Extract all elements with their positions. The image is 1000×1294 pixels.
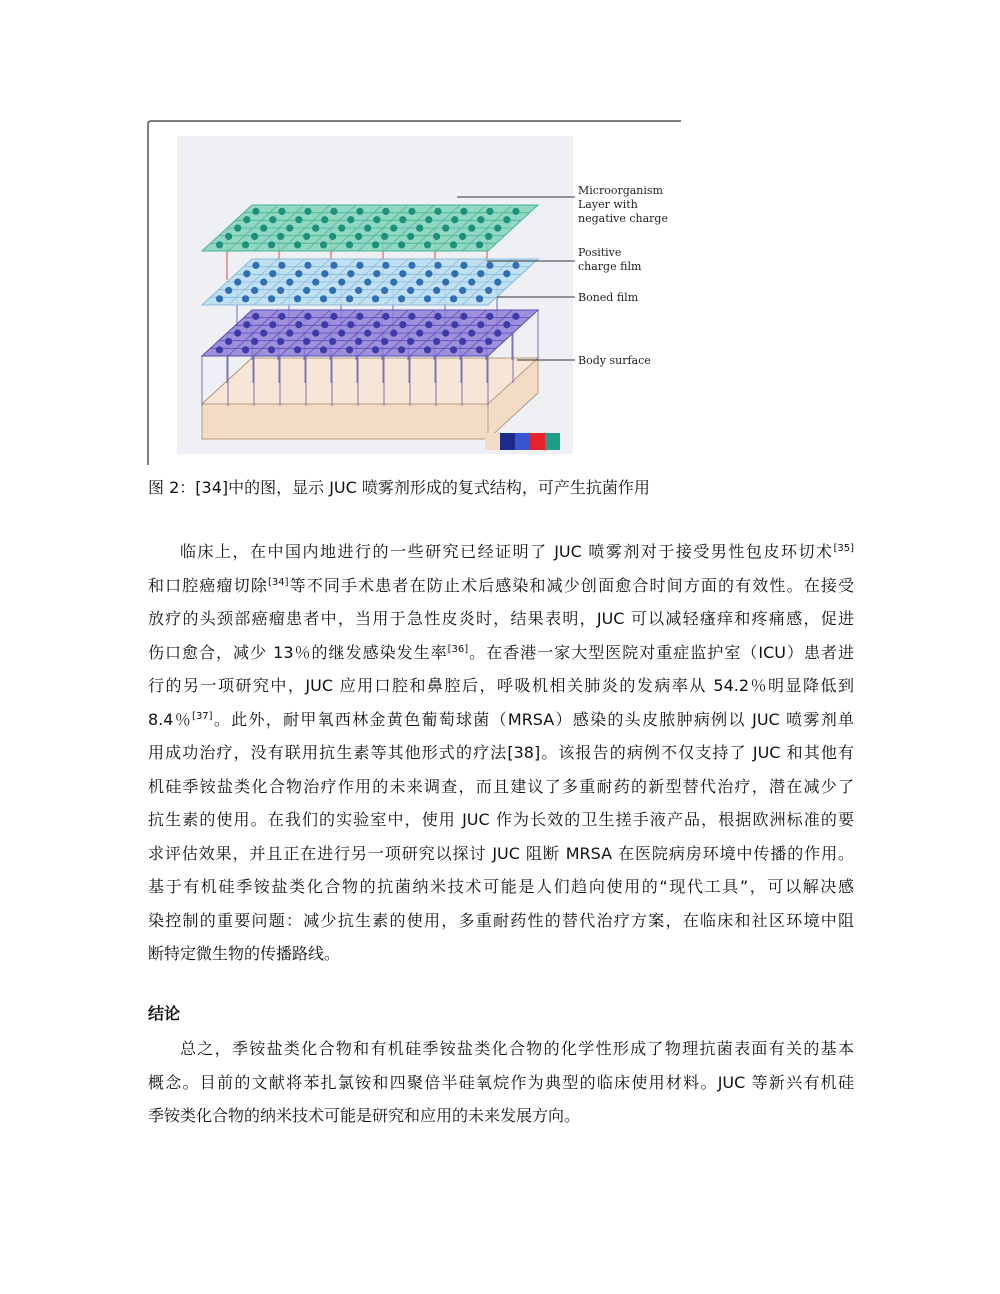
molecule-dot	[398, 241, 405, 248]
molecule-dot	[442, 224, 449, 231]
molecule-dot	[295, 270, 302, 277]
paragraph-line	[148, 736, 854, 770]
paragraph-line: 概念。目前的文献将苯扎氯铵和四聚倍半硅氧烷作为典型的临床使用材料。JUC 等新兴有机硅	[148, 1072, 854, 1092]
molecule-dot	[277, 287, 284, 294]
molecule-dot	[486, 262, 493, 269]
molecule-dot	[260, 224, 267, 231]
molecule-dot	[503, 270, 510, 277]
molecule-dot	[451, 270, 458, 277]
molecule-dot	[242, 346, 249, 353]
molecule-dot	[468, 329, 475, 336]
molecule-dot	[460, 262, 467, 269]
paragraph-clinical	[148, 535, 854, 971]
molecule-dot	[269, 270, 276, 277]
line-text: 和口腔癌瘤切除	[148, 575, 268, 595]
molecule-dot	[321, 216, 328, 223]
molecule-dot	[442, 278, 449, 285]
label-microorganism-layer: Microorganism	[578, 184, 663, 197]
molecule-dot	[216, 346, 223, 353]
molecule-dot	[477, 270, 484, 277]
molecule-dot	[407, 287, 414, 294]
molecule-dot	[425, 270, 432, 277]
figure-caption: 图 2：[34]中的图，显示 JUC 喷雾剂形成的复式结构，可产生抗菌作用	[148, 478, 650, 497]
molecule-dot	[373, 321, 380, 328]
molecule-dot	[329, 338, 336, 345]
molecule-dot	[251, 287, 258, 294]
molecule-dot	[303, 233, 310, 240]
molecule-dot	[416, 278, 423, 285]
line-text: 求评估效果，并且正在进行另一项研究以探讨 JUC 阻断 MRSA 在医院病房环境中传播的作用。	[148, 843, 854, 863]
line-text: 用成功治疗，没有联用抗生素等其他形式的疗法[38]。该报告的病例不仅支持了 JUC 和其他有	[148, 743, 854, 762]
line-text: 基于有机硅季铵盐类化合物的抗菌纳米技术可能是人们趋向使用的“现代工具”，可以解决感	[148, 877, 854, 896]
molecule-dot	[460, 208, 467, 215]
molecule-dot	[494, 224, 501, 231]
molecule-dot	[512, 208, 519, 215]
molecule-dot	[494, 278, 501, 285]
molecule-dot	[390, 224, 397, 231]
molecule-dot	[252, 313, 259, 320]
molecule-dot	[355, 287, 362, 294]
molecule-dot	[424, 241, 431, 248]
molecule-dot	[373, 216, 380, 223]
molecule-dot	[330, 313, 337, 320]
molecule-dot	[304, 262, 311, 269]
paragraph-line	[148, 904, 854, 938]
molecule-dot	[234, 329, 241, 336]
line-text: 。此外，耐甲氧西林金黄色葡萄球菌（MRSA）感染的头皮脓肿病例以 JUC 喷雾剂单	[212, 709, 854, 729]
molecule-dot	[242, 241, 249, 248]
molecule-dot	[390, 329, 397, 336]
molecule-dot	[381, 338, 388, 345]
molecule-dot	[338, 278, 345, 285]
molecule-dot	[252, 208, 259, 215]
molecule-dot	[234, 278, 241, 285]
citation-superscript: [37]	[192, 710, 213, 722]
label-microorganism-layer: Layer with	[578, 198, 638, 211]
molecule-dot	[294, 346, 301, 353]
molecule-dot	[399, 216, 406, 223]
paragraph-line	[148, 870, 854, 904]
molecule-dot	[390, 278, 397, 285]
molecule-dot	[399, 321, 406, 328]
molecule-dot	[320, 346, 327, 353]
molecule-dot	[286, 224, 293, 231]
molecule-dot	[243, 321, 250, 328]
molecule-dot	[320, 295, 327, 302]
paragraph-line	[148, 937, 854, 971]
molecule-dot	[442, 329, 449, 336]
molecule-dot	[476, 346, 483, 353]
label-body-surface: Body surface	[578, 354, 651, 367]
paragraph-line	[148, 569, 854, 603]
line-text: 行的另一项研究中，JUC 应用口腔和鼻腔后，呼吸机相关肺炎的发病率从 54.2％明显降低到	[148, 676, 854, 695]
molecule-dot	[372, 346, 379, 353]
molecule-dot	[277, 338, 284, 345]
molecule-dot	[382, 313, 389, 320]
paragraph-line	[148, 669, 854, 703]
molecule-dot	[425, 216, 432, 223]
molecule-dot	[477, 216, 484, 223]
molecule-dot	[407, 338, 414, 345]
molecule-dot	[459, 233, 466, 240]
molecule-dot	[476, 241, 483, 248]
molecule-dot	[304, 313, 311, 320]
molecule-dot	[512, 262, 519, 269]
molecule-dot	[433, 287, 440, 294]
molecule-dot	[398, 295, 405, 302]
molecule-dot	[450, 346, 457, 353]
molecule-dot	[243, 216, 250, 223]
molecule-dot	[330, 208, 337, 215]
line-text: 临床上，在中国内地进行的一些研究已经证明了 JUC 喷雾剂对于接受男性包皮环切术	[180, 542, 834, 561]
molecule-dot	[355, 233, 362, 240]
molecule-dot	[381, 233, 388, 240]
molecule-dot	[485, 233, 492, 240]
molecule-dot	[382, 262, 389, 269]
paragraph-line	[148, 803, 854, 837]
molecule-dot	[330, 262, 337, 269]
molecule-dot	[485, 338, 492, 345]
molecule-dot	[294, 295, 301, 302]
paragraph-conclusion	[148, 1032, 854, 1133]
molecule-dot	[321, 270, 328, 277]
molecule-dot	[451, 321, 458, 328]
molecule-dot	[356, 262, 363, 269]
line-text: 染控制的重要问题：减少抗生素的使用，多重耐药性的替代治疗方案，在临床和社区环境中阻	[148, 910, 854, 930]
molecule-dot	[260, 278, 267, 285]
molecule-dot	[408, 208, 415, 215]
molecule-dot	[424, 295, 431, 302]
molecule-dot	[303, 338, 310, 345]
molecule-dot	[503, 321, 510, 328]
molecule-dot	[347, 270, 354, 277]
molecule-dot	[373, 270, 380, 277]
molecule-dot	[303, 287, 310, 294]
color-swatch	[485, 433, 500, 450]
molecule-dot	[364, 224, 371, 231]
molecule-dot	[355, 338, 362, 345]
citation-superscript: [36]	[447, 643, 469, 655]
molecule-dot	[346, 295, 353, 302]
citation-superscript: [35]	[833, 543, 854, 554]
color-swatch	[545, 433, 560, 450]
molecule-dot	[434, 313, 441, 320]
molecule-dot	[468, 278, 475, 285]
molecule-dot	[459, 338, 466, 345]
label-microorganism-layer: negative charge	[578, 212, 668, 225]
molecule-dot	[433, 338, 440, 345]
line-text: 放疗的头颈部癌瘤患者中，当用于急性皮炎时，结果表明，JUC 可以减轻瘙痒和疼痛感，促进	[148, 609, 854, 628]
molecule-dot	[372, 241, 379, 248]
molecule-dot	[476, 295, 483, 302]
molecule-dot	[269, 216, 276, 223]
molecule-dot	[346, 346, 353, 353]
molecule-dot	[364, 329, 371, 336]
molecule-dot	[433, 233, 440, 240]
molecule-dot	[416, 224, 423, 231]
molecule-dot	[347, 216, 354, 223]
molecule-dot	[278, 313, 285, 320]
molecule-dot	[408, 313, 415, 320]
color-swatch	[515, 433, 530, 450]
section-heading-conclusion: 结论	[148, 1004, 181, 1023]
molecule-dot	[216, 295, 223, 302]
molecule-dot	[278, 208, 285, 215]
molecule-dot	[216, 241, 223, 248]
label-positive-film: charge film	[578, 260, 642, 273]
molecule-dot	[460, 313, 467, 320]
paragraph-line	[148, 535, 854, 569]
molecule-dot	[424, 346, 431, 353]
molecule-dot	[459, 287, 466, 294]
molecule-dot	[295, 216, 302, 223]
paragraph-line: 季铵类化合物的纳米技术可能是研究和应用的未来发展方向。	[148, 1106, 581, 1125]
molecule-dot	[425, 321, 432, 328]
molecule-dot	[260, 329, 267, 336]
molecule-dot	[312, 329, 319, 336]
label-bonded-film: Boned film	[578, 291, 639, 304]
molecule-dot	[494, 329, 501, 336]
layered-structure-diagram	[147, 120, 682, 466]
molecule-dot	[434, 208, 441, 215]
paragraph-line: 总之，季铵盐类化合物和有机硅季铵盐类化合物的化学性形成了物理抗菌表面有关的基本	[180, 1039, 854, 1058]
molecule-dot	[225, 338, 232, 345]
molecule-dot	[398, 346, 405, 353]
paragraph-line	[148, 703, 854, 737]
molecule-dot	[242, 295, 249, 302]
molecule-dot	[312, 278, 319, 285]
molecule-dot	[329, 287, 336, 294]
molecule-dot	[408, 262, 415, 269]
molecule-dot	[268, 346, 275, 353]
color-swatch	[500, 433, 515, 450]
molecule-dot	[477, 321, 484, 328]
molecule-dot	[503, 216, 510, 223]
line-text: 。在香港一家大型医院对重症监护室（ICU）患者进	[468, 642, 854, 662]
molecule-dot	[268, 241, 275, 248]
molecule-dot	[286, 329, 293, 336]
paragraph-line	[148, 770, 854, 804]
molecule-dot	[512, 313, 519, 320]
molecule-dot	[338, 224, 345, 231]
molecule-dot	[372, 295, 379, 302]
line-text: 断特定微生物的传播路线。	[148, 944, 341, 963]
molecule-dot	[225, 233, 232, 240]
label-positive-film: Positive	[578, 246, 622, 259]
paragraph-line	[148, 602, 854, 636]
molecule-dot	[329, 233, 336, 240]
paragraph-line	[148, 837, 854, 871]
molecule-dot	[356, 208, 363, 215]
molecule-dot	[278, 262, 285, 269]
molecule-dot	[286, 278, 293, 285]
molecule-dot	[269, 321, 276, 328]
molecule-dot	[399, 270, 406, 277]
figure-frame	[147, 120, 682, 466]
molecule-dot	[338, 329, 345, 336]
molecule-dot	[485, 287, 492, 294]
molecule-dot	[451, 216, 458, 223]
molecule-dot	[407, 233, 414, 240]
molecule-dot	[468, 224, 475, 231]
molecule-dot	[382, 208, 389, 215]
molecule-dot	[268, 295, 275, 302]
line-text: 机硅季铵盐类化合物治疗作用的未来调查，而且建议了多重耐药的新型替代治疗，潜在减少了	[148, 776, 854, 796]
molecule-dot	[225, 287, 232, 294]
color-swatch	[530, 433, 545, 450]
molecule-dot	[295, 321, 302, 328]
molecule-dot	[252, 262, 259, 269]
molecule-dot	[434, 262, 441, 269]
molecule-dot	[356, 313, 363, 320]
molecule-dot	[347, 321, 354, 328]
molecule-dot	[294, 241, 301, 248]
molecule-dot	[486, 313, 493, 320]
molecule-dot	[320, 241, 327, 248]
molecule-dot	[234, 224, 241, 231]
citation-superscript: [34]	[267, 576, 289, 588]
line-text: 等不同手术患者在防止术后感染和减少创面愈合时间方面的有效性。在接受	[288, 575, 854, 595]
line-text: 8.4％	[148, 709, 193, 729]
molecule-dot	[486, 208, 493, 215]
molecule-dot	[251, 233, 258, 240]
molecule-dot	[381, 287, 388, 294]
molecule-dot	[251, 338, 258, 345]
molecule-dot	[243, 270, 250, 277]
molecule-dot	[364, 278, 371, 285]
molecule-dot	[321, 321, 328, 328]
line-text: 抗生素的使用。在我们的实验室中，使用 JUC 作为长效的卫生搓手液产品，根据欧洲标准的要	[148, 810, 854, 829]
molecule-dot	[450, 295, 457, 302]
molecule-dot	[346, 241, 353, 248]
molecule-dot	[277, 233, 284, 240]
line-text: 伤口愈合，减少 13％的继发感染发生率	[148, 642, 448, 662]
molecule-dot	[416, 329, 423, 336]
molecule-dot	[304, 208, 311, 215]
molecule-dot	[312, 224, 319, 231]
molecule-dot	[450, 241, 457, 248]
paragraph-line	[148, 636, 854, 670]
